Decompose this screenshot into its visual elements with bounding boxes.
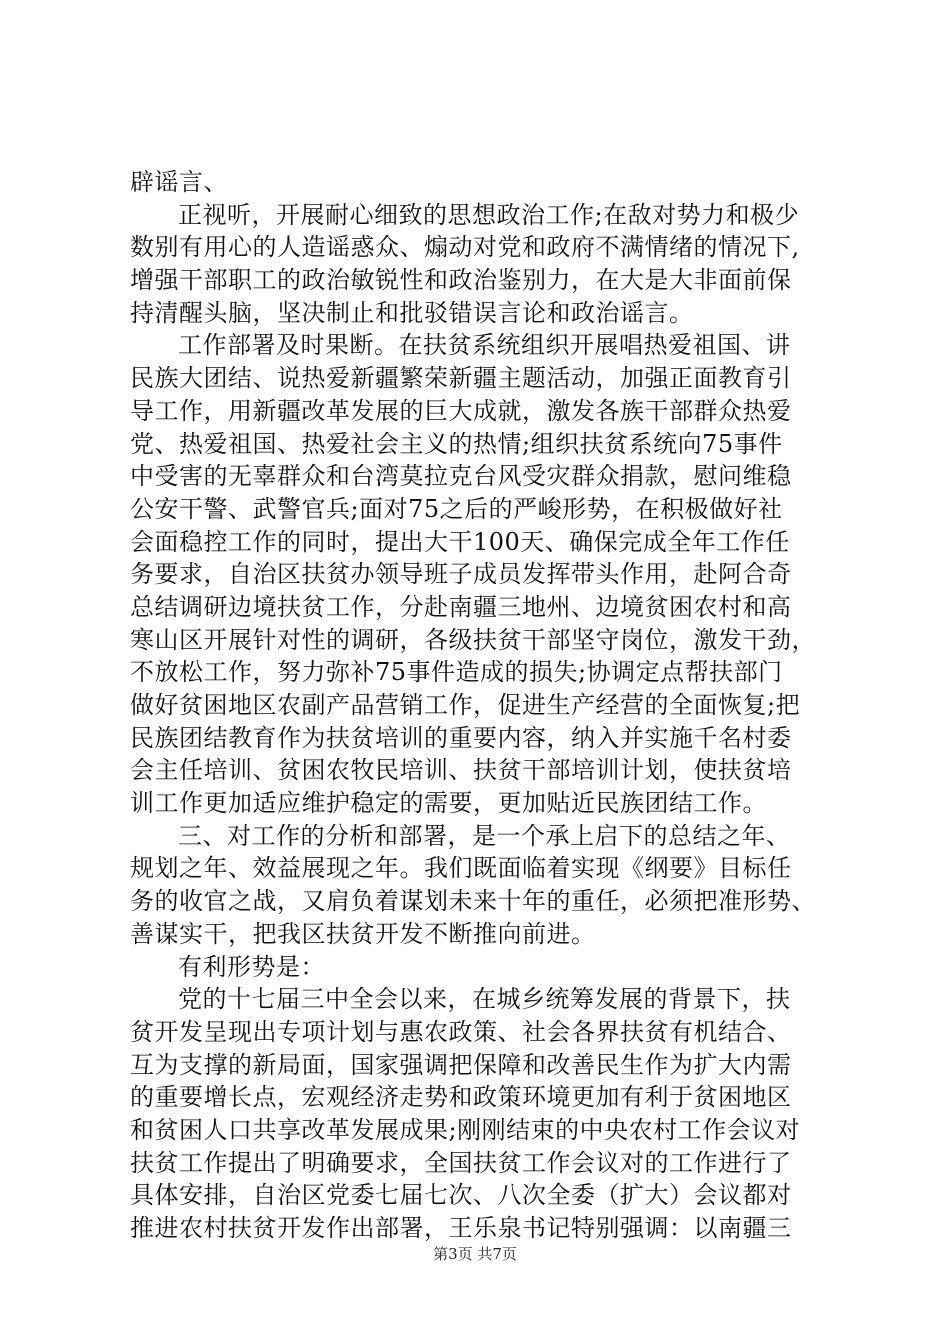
text-line: 推进农村扶贫开发作出部署，王乐泉书记特别强调：以南疆三 [130, 1214, 792, 1242]
text-line: 互为支撑的新局面，国家强调把保障和改善民生作为扩大内需 [130, 1050, 792, 1079]
text-line: 民族大团结、说热爱新疆繁荣新疆主题活动，加强正面教育引 [130, 364, 792, 393]
text-line: 中受害的无辜群众和台湾莫拉克台风受灾群众捐款，慰问维稳 [130, 462, 792, 491]
text-line: 和贫困人口共享改革发展成果;刚刚结束的中央农村工作会议对 [130, 1115, 801, 1144]
text-line: 做好贫困地区农副产品营销工作，促进生产经营的全面恢复;把 [130, 691, 801, 719]
text-line: 增强干部职工的政治敏锐性和政治鉴别力，在大是大非面前保 [130, 266, 792, 295]
text-line: 会主任培训、贫困农牧民培训、扶贫干部培训计划，使扶贫培 [130, 756, 792, 785]
paragraph-start: 有利形势是： [178, 952, 325, 981]
text-line: 会面稳控工作的同时，提出大干100天、确保完成全年工作任 [130, 527, 790, 556]
text-line: 辟谣言、 [130, 168, 228, 196]
text-line: 持清醒头脑，坚决制止和批驳错误言论和政治谣言。 [130, 298, 694, 327]
text-line: 数别有用心的人造谣惑众、煽动对党和政府不满情绪的情况下, [130, 233, 800, 262]
text-line: 公安干警、武警官兵;面对75之后的严峻形势，在积极做好社 [130, 494, 783, 523]
text-line: 训工作更加适应维护稳定的需要，更加贴近民族团结工作。 [130, 789, 767, 818]
paragraph-start: 党的十七届三中全会以来，在城乡统筹发展的背景下，扶 [178, 985, 791, 1014]
paragraph-start: 工作部署及时果断。在扶贫系统组织开展唱热爱祖国、讲 [178, 331, 791, 360]
document-body [130, 166, 830, 1245]
text-line: 总结调研边境扶贫工作，分赴南疆三地州、边境贫困农村和高 [130, 592, 792, 621]
text-line: 寒山区开展针对性的调研，各级扶贫干部坚守岗位，激发干劲， [130, 625, 816, 654]
text-line: 党、热爱祖国、热爱社会主义的热情;组织扶贫系统向75事件 [130, 429, 783, 458]
text-line: 不放松工作，努力弥补75事件造成的损失;协调定点帮扶部门 [130, 658, 783, 687]
text-line: 的重要增长点，宏观经济走势和政策环境更加有利于贫困地区 [130, 1083, 792, 1112]
text-line: 导工作，用新疆改革发展的巨大成就，激发各族干部群众热爱 [130, 396, 792, 425]
section-heading-line: 三、对工作的分析和部署，是一个承上启下的总结之年、 [178, 821, 791, 850]
text-line: 务要求，自治区扶贫办领导班子成员发挥带头作用，赴阿合奇 [130, 560, 792, 589]
page-number-footer: 第3页 共7页 [433, 1245, 517, 1263]
text-line: 规划之年、效益展现之年。我们既面临着实现《纲要》目标任 [130, 854, 792, 883]
text-line: 具体安排，自治区党委七届七次、八次全委（扩大）会议都对 [130, 1181, 792, 1210]
text-line: 务的收官之战，又肩负着谋划未来十年的重任，必须把准形势、 [130, 887, 816, 916]
paragraph-start: 正视听，开展耐心细致的思想政治工作;在敌对势力和极少 [178, 200, 800, 229]
text-line: 贫开发呈现出专项计划与惠农政策、社会各界扶贫有机结合、 [130, 1017, 792, 1046]
text-line: 扶贫工作提出了明确要求，全国扶贫工作会议对的工作进行了 [130, 1148, 792, 1177]
text-line: 善谋实干，把我区扶贫开发不断推向前进。 [130, 919, 596, 948]
text-line: 民族团结教育作为扶贫培训的重要内容，纳入并实施千名村委 [130, 723, 792, 752]
